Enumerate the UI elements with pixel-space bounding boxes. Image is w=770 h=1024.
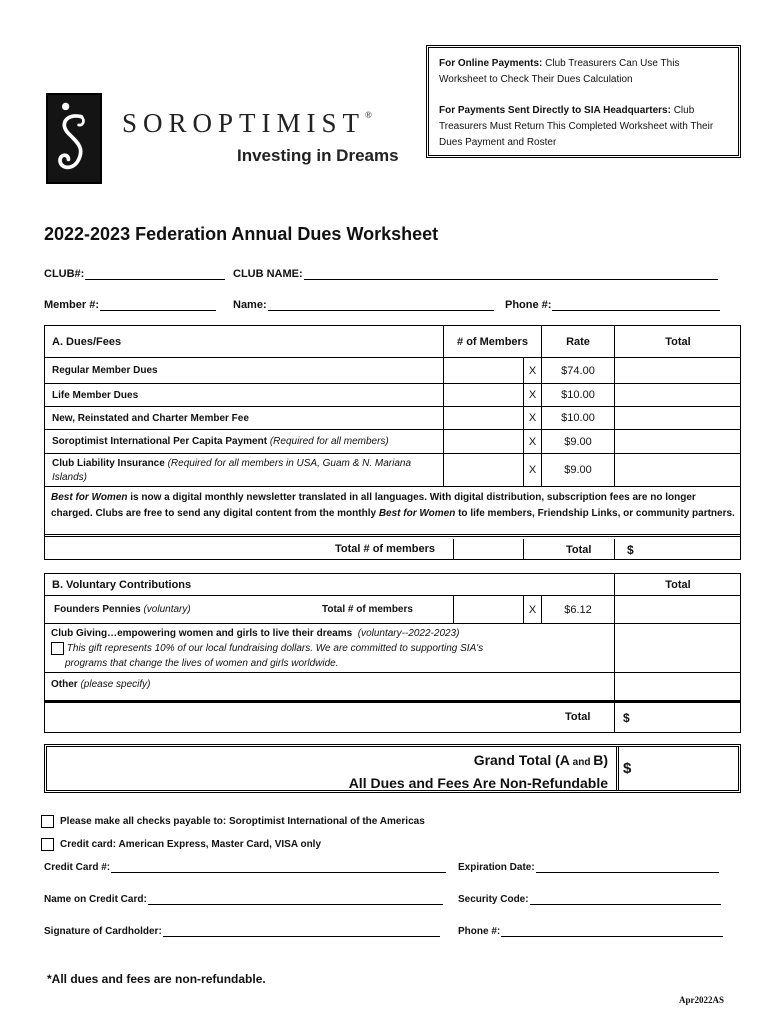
multiply-sign: X: [528, 603, 537, 616]
club-giving-checkbox[interactable]: [51, 642, 64, 655]
founders-pennies-row: Founders Pennies (voluntary) Total # of members X $6.12: [45, 596, 740, 624]
club-number-field[interactable]: CLUB#:: [44, 268, 225, 280]
giving-total-input[interactable]: [614, 624, 741, 672]
multiply-sign: X: [528, 435, 537, 448]
grand-total-box: [44, 744, 741, 793]
multiply-sign: X: [528, 389, 537, 401]
giving-label: Club Giving…empowering women and girls to live their dreams: [51, 628, 353, 639]
row-total-input[interactable]: [614, 358, 741, 383]
row-note: (Required for all members in USA, Guam & N. Mariana Islands): [52, 458, 412, 483]
multiply-sign: X: [528, 412, 537, 424]
security-code-field[interactable]: Security Code:: [458, 893, 721, 905]
card-payment-option: Credit card: American Express, Master Card, VISA only: [41, 838, 321, 851]
member-number-field[interactable]: Member #:: [44, 299, 216, 311]
notice-online: For Online Payments: Club Treasurers Can Use This Worksheet to Check Their Dues Calculation: [439, 58, 680, 85]
rate-value: $9.00: [564, 435, 592, 448]
check-payment-option: Please make all checks payable to: Soroptimist International of the Americas: [41, 815, 425, 828]
credit-card-number-field[interactable]: Credit Card #:: [44, 861, 446, 873]
members-input[interactable]: [443, 454, 523, 486]
members-input[interactable]: [443, 384, 523, 406]
rate-value: $6.12: [564, 603, 592, 616]
rate-value: $74.00: [561, 364, 595, 377]
cardholder-phone-field[interactable]: Phone #:: [458, 925, 723, 937]
total-label: Total: [565, 711, 591, 723]
row-label: Soroptimist International Per Capita Payment: [52, 436, 268, 447]
grand-total-input[interactable]: $: [616, 747, 738, 790]
signature-field[interactable]: Signature of Cardholder:: [44, 925, 440, 937]
total-members-label: Total # of members: [335, 543, 436, 555]
other-label: Other: [51, 679, 78, 690]
members-input[interactable]: [443, 430, 523, 453]
logo-s-icon: [48, 95, 100, 182]
row-label: Regular Member Dues: [52, 365, 158, 376]
other-total-input[interactable]: [614, 673, 741, 700]
row-label: Club Liability Insurance: [52, 458, 165, 469]
pennies-members-label: Total # of members: [322, 604, 413, 615]
page-title: 2022-2023 Federation Annual Dues Worksheet: [44, 224, 439, 244]
row-note: (Required for all members): [269, 436, 389, 447]
soroptimist-logo: [46, 93, 102, 184]
pennies-members-input[interactable]: [453, 596, 523, 623]
multiply-sign: X: [528, 464, 537, 476]
dues-fees-table: [44, 325, 741, 560]
row-total-input[interactable]: [614, 454, 741, 486]
members-input[interactable]: [443, 358, 523, 383]
section-a-total-row: [45, 539, 740, 560]
section-b-heading: B. Voluntary Contributions: [52, 579, 192, 591]
rate-value: $10.00: [561, 412, 595, 424]
payment-notice-box: [426, 45, 741, 158]
name-field[interactable]: Name:: [233, 299, 494, 311]
rate-value: $10.00: [561, 389, 595, 401]
expiration-date-field[interactable]: Expiration Date:: [458, 861, 719, 873]
pennies-total-input[interactable]: [614, 596, 741, 623]
total-col-header: Total: [665, 335, 691, 348]
members-input[interactable]: [443, 407, 523, 429]
contrib-header-row: [45, 574, 740, 596]
club-giving-row: Club Giving…empowering women and girls to live their dreams (voluntary--2022-2023) This gift represents 10% of our local fundraising dollars. We are committed to supporting SIA's programs that change the lives of women and girls worldwide.: [45, 624, 740, 673]
club-name-field[interactable]: CLUB NAME:: [233, 268, 718, 280]
notice-direct: For Payments Sent Directly to SIA Headquarters: Club Treasurers Must Return This Completed Worksheet with Their Dues Payment and Roster: [439, 105, 714, 148]
section-b-total-input[interactable]: $: [614, 703, 741, 732]
tagline: Investing in Dreams: [237, 146, 399, 165]
dues-header-row: [45, 326, 740, 358]
dues-row: [45, 407, 740, 430]
non-refundable-footnote: *All dues and fees are non-refundable.: [47, 972, 266, 986]
dues-row: [45, 430, 740, 454]
row-label: New, Reinstated and Charter Member Fee: [52, 413, 249, 424]
dues-row: [45, 454, 740, 487]
rate-value: $9.00: [564, 464, 592, 476]
members-col-header: # of Members: [457, 335, 528, 348]
section-b-total-row: [45, 701, 740, 732]
total-label: Total: [566, 543, 592, 556]
check-checkbox[interactable]: [41, 815, 54, 828]
multiply-sign: X: [528, 364, 537, 377]
newsletter-note: Best for Women is now a digital monthly newsletter translated in all languages. With digital distribution, subscription fees are no longer charged. Clubs are free to send any digital content from the monthly Best for Women to life members, Friendship Links, or community partners.: [45, 487, 740, 537]
voluntary-contributions-table: [44, 573, 741, 733]
total-col-header: Total: [665, 578, 691, 591]
pennies-label: Founders Pennies: [54, 604, 141, 615]
section-a-heading: A. Dues/Fees: [52, 336, 122, 348]
row-total-input[interactable]: [614, 430, 741, 453]
rate-col-header: Rate: [566, 335, 590, 348]
dues-row: [45, 358, 740, 384]
form-code: Apr2022AS: [679, 995, 725, 1005]
section-a-total-input[interactable]: $: [614, 539, 741, 560]
phone-field[interactable]: Phone #:: [505, 299, 720, 311]
row-total-input[interactable]: [614, 407, 741, 429]
row-label: Life Member Dues: [52, 390, 139, 401]
name-on-card-field[interactable]: Name on Credit Card:: [44, 893, 443, 905]
credit-card-checkbox[interactable]: [41, 838, 54, 851]
row-total-input[interactable]: [614, 384, 741, 406]
dues-row: [45, 384, 740, 407]
grand-total-label: Grand Total (A and B): [473, 752, 608, 768]
total-members-input[interactable]: [453, 539, 523, 560]
other-row: Other (please specify): [45, 673, 740, 701]
brand-name: SOROPTIMIST®: [122, 108, 372, 138]
non-refundable-label: All Dues and Fees Are Non-Refundable: [348, 775, 608, 791]
